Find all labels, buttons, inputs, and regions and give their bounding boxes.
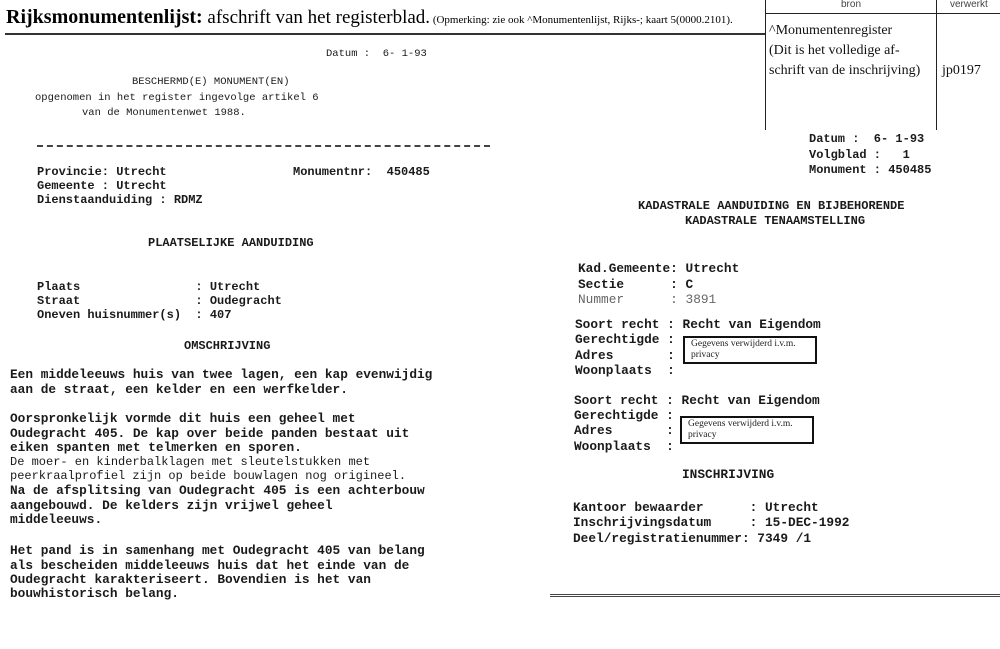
description-line: Een middeleeuws huis van twee lagen, een kap evenwijdig (10, 367, 433, 382)
description-line: eiken spanten met telmerken en sporen. (10, 440, 302, 455)
kadastrale-heading: KADASTRALE AANDUIDING EN BIJBEHORENDE (638, 199, 905, 213)
provincie: Provincie: Utrecht (37, 165, 167, 179)
title-bold: Rijksmonumentenlijst: (6, 6, 203, 28)
volgblad: Volgblad : 1 (809, 148, 910, 162)
monumentnummer: Monumentnr: 450485 (293, 165, 430, 179)
source-box (765, 0, 1000, 130)
section-plaatselijke: PLAATSELIJKE AANDUIDING (148, 236, 314, 250)
adres: Adres : (574, 423, 674, 438)
inschrijvingsdatum: Inschrijvingsdatum : 15-DEC-1992 (573, 515, 850, 530)
dienstaanduiding: Dienstaanduiding : RDMZ (37, 193, 203, 207)
straat: Straat : Oudegracht (37, 294, 282, 308)
gerechtigde: Gerechtigde : (574, 408, 674, 423)
description-line: Oudegracht 405. De kap over beide panden bestaat uit (10, 426, 410, 441)
page-title (6, 6, 733, 29)
description-line: De moer- en kinderbalklagen met sleutelstukken met (10, 455, 371, 469)
woonplaats: Woonplaats : (575, 363, 675, 378)
gemeente: Gemeente : Utrecht (37, 179, 167, 193)
description-line: peerkraalprofiel zijn op beide bouwlagen nog origineel. (10, 469, 407, 483)
kad-gemeente: Kad.Gemeente: Utrecht (578, 261, 740, 276)
plaats: Plaats : Utrecht (37, 280, 261, 294)
soort-recht: Soort recht : Recht van Eigendom (575, 317, 821, 332)
verwerkt-code: jp0197 (942, 63, 981, 78)
title-note: (Opmerking: zie ook ^Monumentenlijst, Rijks-; kaart 5(0000.2101). (430, 14, 733, 26)
privacy-redaction: Gegevens verwijderd i.v.m. privacy (680, 416, 814, 444)
description-line: aan de straat, een kelder en een werfkelder. (10, 382, 348, 397)
dashed-divider (37, 145, 490, 147)
description-line: Oorspronkelijk vormde dit huis een geheel met (10, 411, 356, 426)
privacy-redaction: Gegevens verwijderd i.v.m. privacy (683, 336, 817, 364)
soort-recht: Soort recht : Recht van Eigendom (574, 393, 820, 408)
col-verwerkt: verwerkt (950, 0, 988, 10)
sectie: Sectie : C (578, 277, 694, 292)
kadastrale-heading: KADASTRALE TENAAMSTELLING (685, 214, 866, 228)
right-datum: Datum : 6- 1-93 (809, 132, 925, 146)
description-line: Oudegracht karakteriseert. Bovendien is het van (10, 572, 371, 587)
left-heading-line: BESCHERMD(E) MONUMENT(EN) (132, 76, 290, 88)
left-datum: Datum : 6- 1-93 (326, 48, 427, 60)
section-omschrijving: OMSCHRIJVING (184, 339, 271, 353)
description-line: als bescheiden middeleeuws huis dat het einde van de (10, 558, 410, 573)
adres: Adres : (575, 348, 675, 363)
woonplaats: Woonplaats : (574, 439, 674, 454)
title-rule (5, 33, 765, 35)
description-line: middeleeuws. (10, 512, 103, 527)
dashed-divider (550, 594, 1000, 597)
title-rest: afschrift van het registerblad. (202, 7, 431, 28)
registratienummer: Deel/registratienummer: 7349 /1 (573, 531, 812, 546)
left-heading-line: van de Monumentenwet 1988. (82, 107, 246, 119)
kantoor-bewaarder: Kantoor bewaarder : Utrecht (573, 500, 819, 515)
source-box-header (766, 0, 1000, 14)
bron-text: ^Monumentenregister (Dit is het volledige af- schrift van de inschrijving) (769, 23, 921, 78)
description-line: Het pand is in samenhang met Oudegracht 405 van belang (10, 543, 425, 558)
section-inschrijving: INSCHRIJVING (682, 467, 775, 482)
description-line: bouwhistorisch belang. (10, 586, 179, 601)
col-bron: bron (841, 0, 862, 10)
gerechtigde: Gerechtigde : (575, 332, 675, 347)
description-line: aangebouwd. De kelders zijn vrijwel geheel (10, 498, 333, 513)
monument-number: Monument : 450485 (809, 163, 932, 177)
huisnummer: Oneven huisnummer(s) : 407 (37, 308, 232, 322)
description-line: Na de afsplitsing van Oudegracht 405 is een achterbouw (10, 483, 425, 498)
left-heading-line: opgenomen in het register ingevolge artikel 6 (35, 92, 319, 104)
nummer: Nummer : 3891 (578, 292, 717, 307)
column-divider (936, 0, 937, 130)
